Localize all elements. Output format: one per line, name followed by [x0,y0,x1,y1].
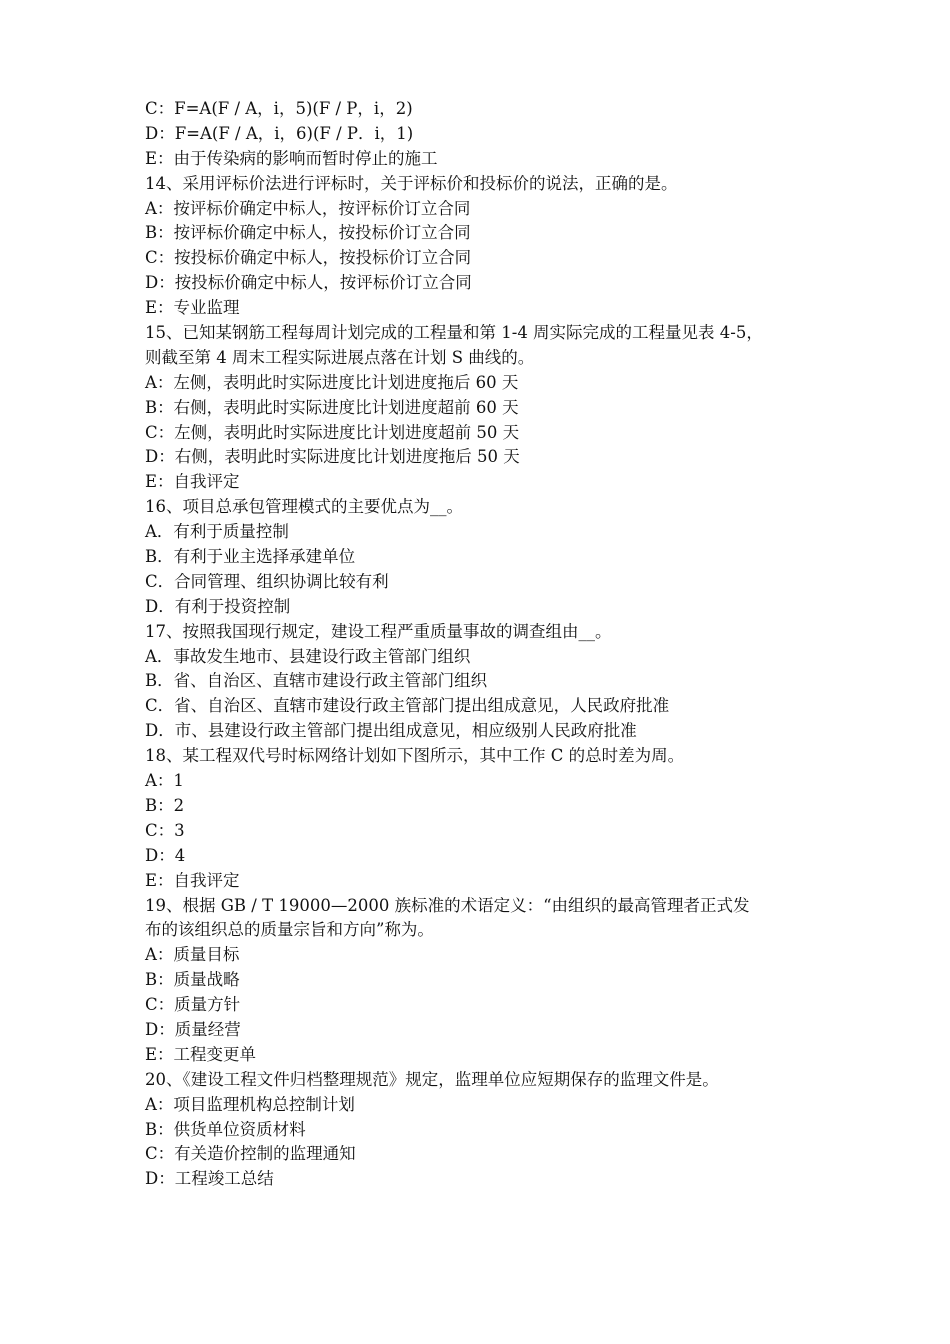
option-b: B：按评标价确定中标人，按投标价订立合同 [145,223,471,243]
question-19: 19、根据 GB / T 19000—2000 族标准的术语定义：“由组织的最高管理者正式发 [145,895,750,915]
question-15: 15、已知某钢筋工程每周计划完成的工程量和第 1-4 周实际完成的工程量见表 4-5， [145,323,763,343]
option-d: D：按投标价确定中标人，按评标价订立合同 [145,273,472,293]
option-c: C：3 [145,820,185,840]
option-b: B．省、自治区、直辖市建设行政主管部门组织 [145,671,488,691]
option-d: D：质量经营 [145,1019,241,1039]
option-d: D．市、县建设行政主管部门提出组成意见，相应级别人民政府批准 [145,721,637,741]
option-a: A：质量目标 [145,945,240,965]
option-d: D：4 [145,845,186,865]
option-d: D：工程竣工总结 [145,1169,274,1189]
option-b: B：2 [145,795,185,815]
option-b: B：供货单位资质材料 [145,1119,306,1139]
question-14: 14、采用评标价法进行评标时，关于评标价和投标价的说法，正确的是。 [145,173,678,193]
option-c: C：质量方针 [145,995,241,1015]
option-a: A．事故发生地市、县建设行政主管部门组织 [145,646,471,666]
option-c: C：左侧，表明此时实际进度比计划进度超前 50 天 [145,422,520,442]
document-page [145,97,835,1192]
option-c: C：按投标价确定中标人，按投标价订立合同 [145,248,472,268]
option-b: B．有利于业主选择承建单位 [145,547,356,567]
option-e: E：自我评定 [145,870,240,890]
option-a: A：项目监理机构总控制计划 [145,1094,355,1114]
option-b: B：质量战略 [145,970,240,990]
option-a: A：1 [145,771,184,791]
question-16: 16、项目总承包管理模式的主要优点为__。 [145,497,463,517]
option-c: C．合同管理、组织协调比较有利 [145,571,389,591]
option-a: A：左侧，表明此时实际进度比计划进度拖后 60 天 [145,372,519,392]
option-a: A．有利于质量控制 [145,522,289,542]
option-e: E：专业监理 [145,298,240,318]
option-a: A：按评标价确定中标人，按评标价订立合同 [145,198,471,218]
question-20: 20、《建设工程文件归档整理规范》规定，监理单位应短期保存的监理文件是。 [145,1069,719,1089]
question-15-cont: 则截至第 4 周末工程实际进展点落在计划 S 曲线的。 [145,347,535,367]
text-line: E：由于传染病的影响而暂时停止的施工 [145,148,438,168]
question-18: 18、某工程双代号时标网络计划如下图所示，其中工作 C 的总时差为周。 [145,746,685,766]
text-line: D：F=A(F / A，i，6)(F / P．i，1) [145,123,414,143]
option-c: C：有关造价控制的监理通知 [145,1144,356,1164]
option-c: C．省、自治区、直辖市建设行政主管部门提出组成意见，人民政府批准 [145,696,670,716]
question-17: 17、按照我国现行规定，建设工程严重质量事故的调查组由__。 [145,621,612,641]
text-line: C：F=A(F / A，i，5)(F / P，i，2) [145,99,413,118]
option-e: E：工程变更单 [145,1044,257,1064]
question-19-cont: 布的该组织总的质量宗旨和方向”称为。 [145,920,434,940]
option-e: E：自我评定 [145,472,240,492]
option-d: D．有利于投资控制 [145,596,291,616]
option-d: D：右侧，表明此时实际进度比计划进度拖后 50 天 [145,447,520,467]
option-b: B：右侧，表明此时实际进度比计划进度超前 60 天 [145,397,519,417]
